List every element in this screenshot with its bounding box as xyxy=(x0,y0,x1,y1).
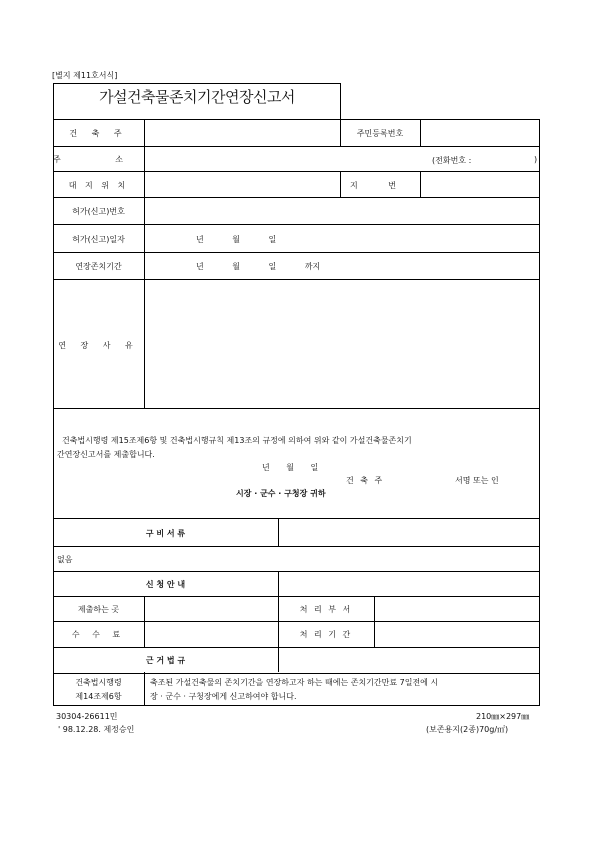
sign-label[interactable]: 서명 또는 인 xyxy=(455,476,499,485)
documents-header: 구 비 서 류 xyxy=(145,529,186,538)
addressee: 시장 · 군수 · 구청장 귀하 xyxy=(236,489,326,498)
extension-period-label: 연장존치기간 xyxy=(75,262,122,271)
signer-label: 건 축 주 xyxy=(346,476,385,485)
footer-approval: ' 98.12.28. 제정승인 xyxy=(58,725,135,734)
phone-label: (전화번호 : xyxy=(432,156,472,165)
processing-dept-label: 처 리 부 서 xyxy=(299,605,353,614)
declaration-line-2: 간연장신고서를 제출합니다. xyxy=(57,450,155,459)
phone-close: ) xyxy=(534,155,538,164)
law-text-1: 축조된 가설건축물의 존치기간을 연장하고자 하는 때에는 존치기간만료 7일전에 시 xyxy=(150,678,439,687)
declaration-date[interactable]: 년 월 일 xyxy=(262,463,319,472)
declaration-line-1: 건축법시행령 제15조제6항 및 건축법시행규칙 제13조의 규정에 의하여 위와 같이 가설건축물존치기 xyxy=(62,436,412,445)
owner-label: 건 축 주 xyxy=(69,129,128,138)
form-title: 가설건축물존치기간연장신고서 xyxy=(99,88,295,106)
law-text-2: 장 · 군수 · 구청장에게 신고하여야 합니다. xyxy=(150,692,297,701)
site-location-label: 대 지 위 치 xyxy=(68,181,129,190)
permit-no-label: 허가(신고)번호 xyxy=(72,207,125,216)
documents-value: 없음 xyxy=(57,555,73,564)
site-location-field[interactable] xyxy=(145,172,339,196)
law-label-2: 제14조제6항 xyxy=(75,692,122,701)
processing-period-label: 처 리 기 간 xyxy=(299,630,353,639)
resident-no-field[interactable] xyxy=(421,120,539,145)
resident-no-label: 주민등록번호 xyxy=(356,129,404,138)
owner-field[interactable] xyxy=(145,120,339,145)
address-field[interactable] xyxy=(145,147,415,170)
extension-period-value[interactable]: 년 월 일 까지 xyxy=(196,262,321,271)
guide-header: 신 청 안 내 xyxy=(145,580,186,589)
submit-to-field xyxy=(145,597,277,620)
lot-label: 지 번 xyxy=(350,181,410,190)
lot-field[interactable] xyxy=(421,172,539,196)
fee-label: 수 수 료 xyxy=(71,630,126,639)
footer-code: 30304-26611민 xyxy=(56,712,118,721)
footer-paper: (보존용지(2종)70g/㎡) xyxy=(426,725,509,734)
address-label: 주 소 xyxy=(53,155,149,164)
permit-no-field[interactable] xyxy=(145,198,539,223)
permit-date-label: 허가(신고)일자 xyxy=(72,235,125,244)
permit-date-value[interactable]: 년 월 일 xyxy=(196,235,277,244)
submit-to-label: 제출하는 곳 xyxy=(77,605,120,614)
form-number: [별지 제11호서식] xyxy=(52,71,118,80)
law-label-1: 건축법시행령 xyxy=(75,678,122,687)
footer-size: 210㎜×297㎜ xyxy=(476,712,530,721)
reason-field[interactable] xyxy=(145,280,539,407)
legal-header: 근 거 법 규 xyxy=(145,656,186,665)
reason-label: 연 장 사 유 xyxy=(58,341,139,350)
